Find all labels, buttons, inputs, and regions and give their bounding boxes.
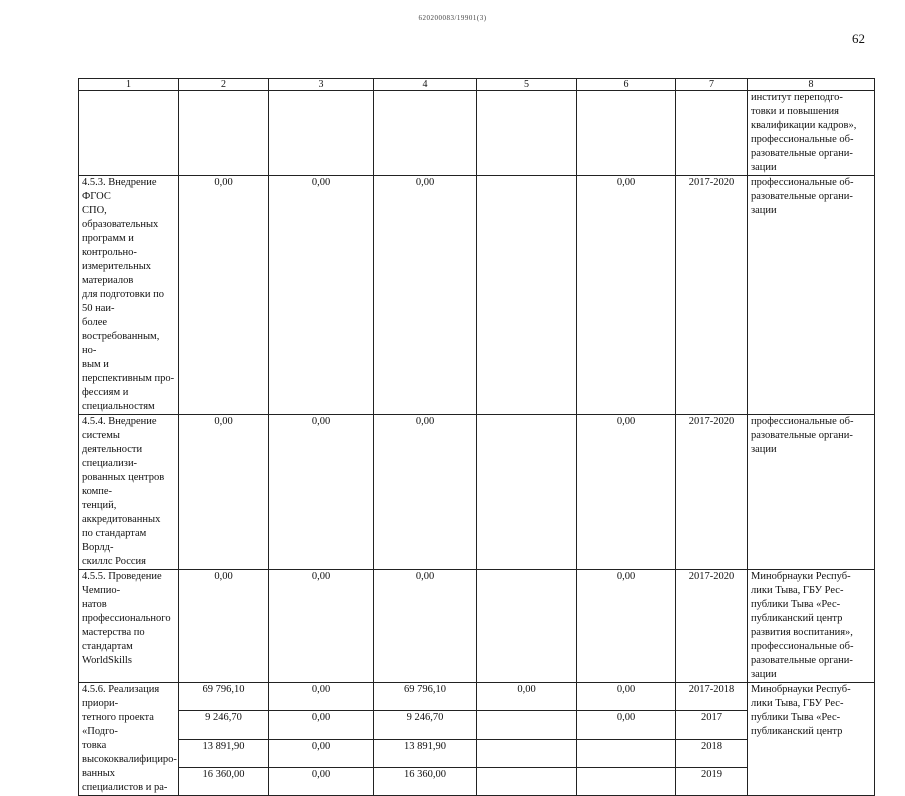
- activity-cell: 4.5.3. Внедрение ФГОС СПО, образовательных программ и контрольно- измерительных материалов для подготовки по 50 наи- более востребованным, но- вым и перспективным про- фессиям и специальностям: [79, 176, 179, 415]
- value-cell: 9 246,70: [374, 711, 477, 739]
- table-row: [79, 415, 875, 570]
- activity-cell: 4.5.6. Реализация приори- тетного проекта «Подго- товка высококвалифициро- ванных специалистов и ра-: [79, 683, 179, 796]
- column-number: 3: [269, 79, 374, 91]
- value-cell: 0,00: [374, 176, 477, 415]
- responsible-cell: профессиональные об- разовательные органи- зации: [748, 415, 875, 570]
- value-cell: [577, 767, 676, 795]
- document-id: 620200083/19901(3): [418, 14, 487, 22]
- value-cell: [477, 767, 577, 795]
- period-cell: 2017-2020: [676, 176, 748, 415]
- responsible-cell: Минобрнауки Респуб- лики Тыва, ГБУ Рес- публики Тыва «Рес- публиканский центр развития воспитания», профессиональные об- разовательные органи- зации: [748, 570, 875, 683]
- responsible-cell: профессиональные об- разовательные органи- зации: [748, 176, 875, 415]
- table-row: [79, 176, 875, 415]
- value-cell: [477, 739, 577, 767]
- period-cell: 2018: [676, 739, 748, 767]
- table-cell: [179, 91, 269, 176]
- value-cell: 0,00: [269, 570, 374, 683]
- value-cell: 0,00: [269, 711, 374, 739]
- period-cell: 2017-2018: [676, 683, 748, 711]
- value-cell: 0,00: [179, 415, 269, 570]
- page-number: 62: [852, 31, 865, 46]
- period-cell: 2017: [676, 711, 748, 739]
- value-cell: 0,00: [269, 739, 374, 767]
- value-cell: 0,00: [269, 176, 374, 415]
- value-cell: 0,00: [374, 415, 477, 570]
- table-row: [79, 683, 875, 711]
- value-cell: 0,00: [269, 767, 374, 795]
- value-cell: 0,00: [577, 176, 676, 415]
- period-cell: 2017-2020: [676, 415, 748, 570]
- responsible-cell: Минобрнауки Респуб- лики Тыва, ГБУ Рес- публики Тыва «Рес- публиканский центр: [748, 683, 875, 796]
- table-cell: [676, 91, 748, 176]
- value-cell: 0,00: [577, 415, 676, 570]
- column-number-row: [79, 79, 875, 91]
- value-cell: 0,00: [477, 683, 577, 711]
- value-cell: [477, 176, 577, 415]
- table-row: [79, 91, 875, 176]
- value-cell: 0,00: [269, 683, 374, 711]
- value-cell: [477, 711, 577, 739]
- column-number: 2: [179, 79, 269, 91]
- value-cell: 13 891,90: [179, 739, 269, 767]
- value-cell: 69 796,10: [374, 683, 477, 711]
- table-cell: [79, 91, 179, 176]
- value-cell: 0,00: [577, 683, 676, 711]
- value-cell: 16 360,00: [179, 767, 269, 795]
- responsible-cell: институт переподго- товки и повышения квалификации кадров», профессиональные об- разовательные органи- зации: [748, 91, 875, 176]
- activity-cell: 4.5.5. Проведение Чемпио- натов профессионального мастерства по стандартам WorldSkills: [79, 570, 179, 683]
- column-number: 7: [676, 79, 748, 91]
- activity-cell: 4.5.4. Внедрение системы деятельности специализи- рованных центров компе- тенций, аккредитованных по стандартам Ворлд- скиллс Россия: [79, 415, 179, 570]
- value-cell: [477, 415, 577, 570]
- value-cell: 0,00: [577, 570, 676, 683]
- value-cell: 0,00: [269, 415, 374, 570]
- table-cell: [477, 91, 577, 176]
- table-row: [79, 570, 875, 683]
- value-cell: 9 246,70: [179, 711, 269, 739]
- table-cell: [374, 91, 477, 176]
- period-cell: 2019: [676, 767, 748, 795]
- value-cell: 69 796,10: [179, 683, 269, 711]
- period-cell: 2017-2020: [676, 570, 748, 683]
- value-cell: 0,00: [577, 711, 676, 739]
- value-cell: 0,00: [179, 570, 269, 683]
- column-number: 8: [748, 79, 875, 91]
- value-cell: 16 360,00: [374, 767, 477, 795]
- value-cell: [477, 570, 577, 683]
- column-number: 4: [374, 79, 477, 91]
- column-number: 1: [79, 79, 179, 91]
- value-cell: 0,00: [374, 570, 477, 683]
- value-cell: 13 891,90: [374, 739, 477, 767]
- column-number: 5: [477, 79, 577, 91]
- value-cell: [577, 739, 676, 767]
- table-cell: [269, 91, 374, 176]
- table-cell: [577, 91, 676, 176]
- value-cell: 0,00: [179, 176, 269, 415]
- data-table: [78, 78, 875, 796]
- column-number: 6: [577, 79, 676, 91]
